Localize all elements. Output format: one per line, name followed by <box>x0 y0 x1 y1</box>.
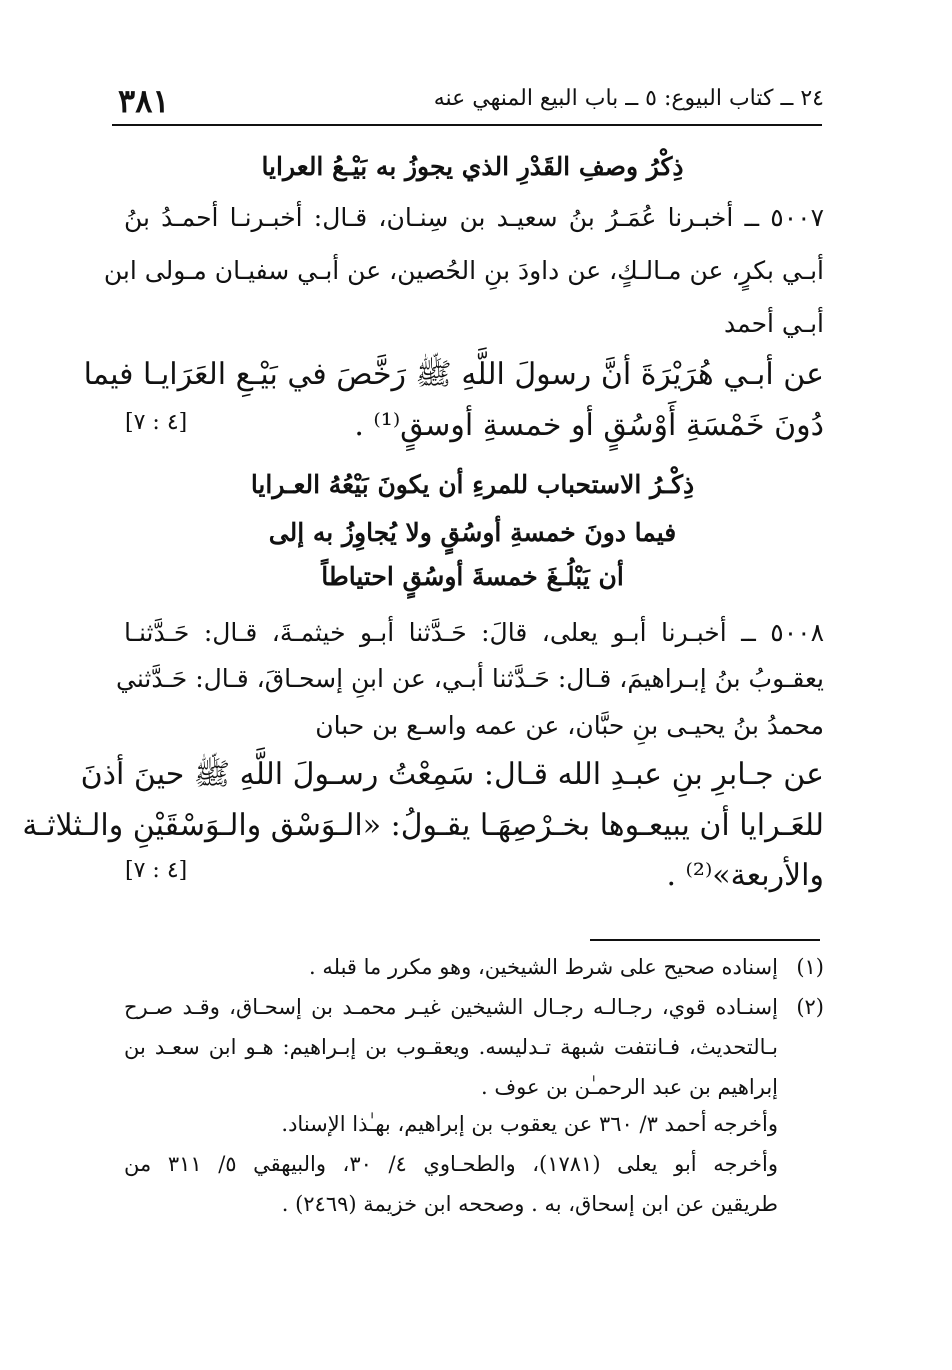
header-divider <box>112 124 822 126</box>
cross-reference: [٤ : ٧] <box>125 410 188 435</box>
isnad-line: محمدُ بنُ يحيـى بنِ حبَّان، عن عمه واسـع بن حبان <box>315 711 824 740</box>
running-title: ٢٤ ــ كتاب البيوع: ٥ ــ باب البيع المنهي عنه <box>433 86 824 111</box>
footnote-text: طريقين عن ابن إسحاق، به . وصححه ابن خزيمة (٢٤٦٩) . <box>281 1192 778 1216</box>
section-heading-2: ذِكْـرُ الاستحباب للمرءِ أن يكونَ بَيْعُهُ العـرايا <box>250 470 695 499</box>
section-heading-2: أن يَبْلُـغَ خمسةَ أوسُقٍ احتياطاً <box>321 562 624 591</box>
footnote-text: وأخرجه أبو يعلى (١٧٨١)، والطحـاوي ٤/ ٣٠، والبيهقي ٥/ ٣١١ من <box>124 1152 778 1176</box>
section-heading-1: ذِكْرُ وصفِ القَدْرِ الذي يجوزُ به بَيْـعُ العرايا <box>261 152 684 181</box>
footnote-number: (١) <box>796 955 824 979</box>
matn-line: للعَـرايا أن يبيعـوها بخـرْصِهَـا يقـولُ: «الـوَسْق والـوَسْقَيْنِ والـثلاثـة <box>22 808 824 843</box>
isnad-line: أبـي بكرٍ، عن مـالـكٍ، عن داودَ بنِ الحُصين، عن أبـي سفيـان مـولى ابن <box>103 256 824 285</box>
footnote-text: إسنـاده قوي، رجـالـه رجـال الشيخين غيـر محمـد بن إسحـاق، وقـد صـرح <box>124 995 778 1019</box>
footnote-text: بـالتحديث، فـانتفت شبهة تـدليسه. ويعقـوب بن إبـراهيم: هـو ابن سعـد بن <box>124 1035 778 1059</box>
section-heading-2: فيما دونَ خمسةِ أوسُقٍ ولا يُجاوِزُ به إلى <box>268 518 677 547</box>
footnote-text: إبراهيم بن عبد الرحمـٰن بن عوف . <box>481 1075 778 1099</box>
matn-line: والأربعة»⁽²⁾ . <box>666 858 824 893</box>
matn-line: عن أبـي هُرَيْرَةَ أنَّ رسولَ اللَّهِ ﷺ رَخَّصَ في بَيْـعِ العَرَايـا فيما <box>83 357 824 392</box>
page-number: ٣٨١ <box>118 82 170 120</box>
cross-reference: [٤ : ٧] <box>125 858 188 883</box>
isnad-line: أبـي أحمد <box>724 309 824 338</box>
footnote-text: وأخرجه أحمد ٣/ ٣٦٠ عن يعقوب بن إبراهيم، بهـٰذا الإسناد. <box>281 1112 778 1136</box>
matn-line: دُونَ خَمْسَةِ أَوْسُقٍ أو خمسةِ أوسقٍ⁽¹⁾ . <box>354 408 824 443</box>
footnote-text: إسناده صحيح على شرط الشيخين، وهو مكرر ما قبله . <box>309 955 778 979</box>
matn-line: عن جـابرِ بنِ عبـدِ الله قـال: سَمِعْتُ رسـولَ اللَّهِ ﷺ حينَ أذنَ <box>80 757 824 792</box>
isnad-line: ٥٠٠٨ ــ أخبـرنا أبـو يعلى، قالَ: حَـدَّثنا أبـو خيثمـةَ، قـال: حَـدَّثنـا <box>124 618 824 647</box>
footnote-number: (٢) <box>796 995 824 1019</box>
isnad-line: يعقـوبُ بنُ إبـراهيمَ، قـال: حَـدَّثنا أبـي، عن ابنِ إسحـاقَ، قـال: حَـدَّثني <box>116 664 824 693</box>
footnote-divider <box>590 939 820 941</box>
isnad-line: ٥٠٠٧ ــ أخبـرنا عُمَـرُ بنُ سعيـد بن سِنـان، قـال: أخبـرنـا أحمـدُ بنُ <box>124 203 824 232</box>
